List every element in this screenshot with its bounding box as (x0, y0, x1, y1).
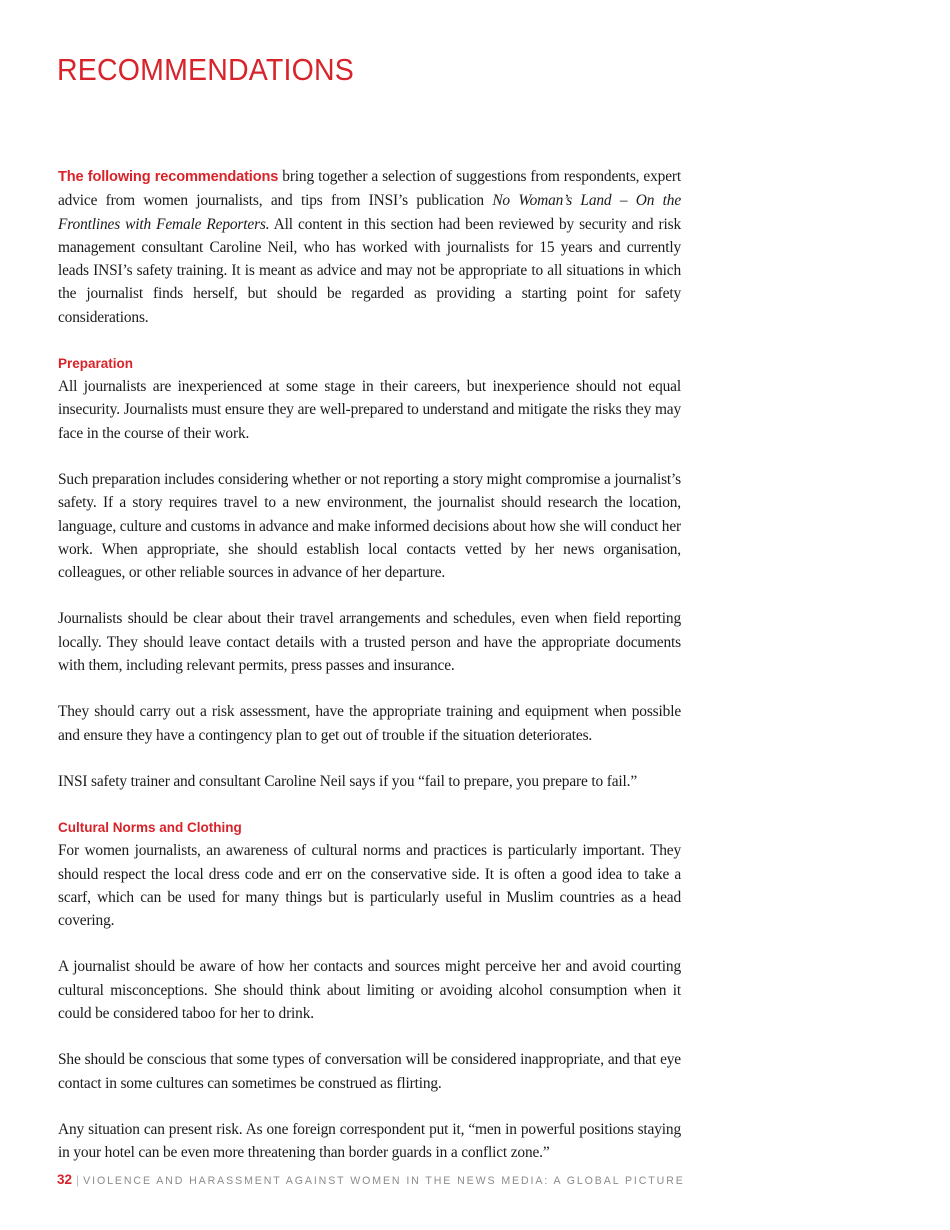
footer-separator: | (76, 1173, 80, 1187)
section-heading-cultural-norms: Cultural Norms and Clothing (58, 820, 242, 836)
paragraph: Such preparation includes considering whether or not reporting a story might compromise a journalist’s safety. If a story requires travel to a new environment, the journalist should research the location, language, culture and customs in advance and make informed decisions about how she will conduct her work. When appropriate, she should establish local contacts vetted by her news organisation, colleagues, or other reliable sources in advance of her departure. (58, 470, 681, 582)
paragraph: INSI safety trainer and consultant Caroline Neil says if you “fail to prepare, you prepare to fail.” (58, 772, 638, 790)
paragraph: They should carry out a risk assessment, have the appropriate training and equipment when possible and ensure they have a contingency plan to get out of trouble if the situation deteriorates. (58, 703, 681, 744)
paragraph: For women journalists, an awareness of cultural norms and practices is particularly important. They should respect the local dress code and err on the conservative side. It is often a good idea to take a scarf, which can be used for many things but is particularly useful in Muslim countries as a head covering. (58, 842, 681, 930)
paragraph: She should be conscious that some types of conversation will be considered inappropriate, and that eye contact in some cultures can sometimes be construed as flirting. (58, 1051, 681, 1092)
intro-lead: The following recommendations (58, 169, 279, 185)
publication-title: No Woman’s Land – On the Frontlines with Female Reporters. (58, 192, 681, 233)
paragraph: A journalist should be aware of how her contacts and sources might perceive her and avoid courting cultural misconceptions. She should think about limiting or avoiding alcohol consumption when it could be considered taboo for her to drink. (58, 958, 681, 1023)
section-heading-preparation: Preparation (58, 356, 134, 372)
page-number: 32 (57, 1172, 73, 1187)
intro-text-2: All content in this section had been reviewed by security and risk management consultant Caroline Neil, who has worked with journalists for 15 years and currently leads INSI’s safety training. It is meant as advice and may not be appropriate to all situations in which the journalist finds herself, but should be regarded as providing a starting point for safety considerations. (58, 215, 682, 326)
page-footer (57, 1171, 685, 1189)
intro-paragraph (58, 165, 681, 329)
main-content (58, 165, 681, 1165)
intro-text-1: bring together a selection of suggestions from respondents, expert advice from women journalists, and tips from INSI’s publication (58, 168, 681, 210)
paragraph: All journalists are inexperienced at some stage in their careers, but inexperience should not equal insecurity. Journalists must ensure they are well-prepared to understand and mitigate the risks they may face in the course of their work. (58, 378, 681, 442)
page-title: RECOMMENDATIONS (57, 52, 354, 87)
paragraph: Any situation can present risk. As one foreign correspondent put it, “men in powerful positions staying in your hotel can be even more threatening than border guards in a conflict zone.” (58, 1120, 681, 1162)
paragraph: Journalists should be clear about their travel arrangements and schedules, even when field reporting locally. They should leave contact details with a trusted person and have the appropriate documents with them, including relevant permits, press passes and insurance. (58, 610, 681, 675)
footer-publication-title: VIOLENCE AND HARASSMENT AGAINST WOMEN IN THE NEWS MEDIA: A GLOBAL PICTURE (83, 1175, 685, 1187)
